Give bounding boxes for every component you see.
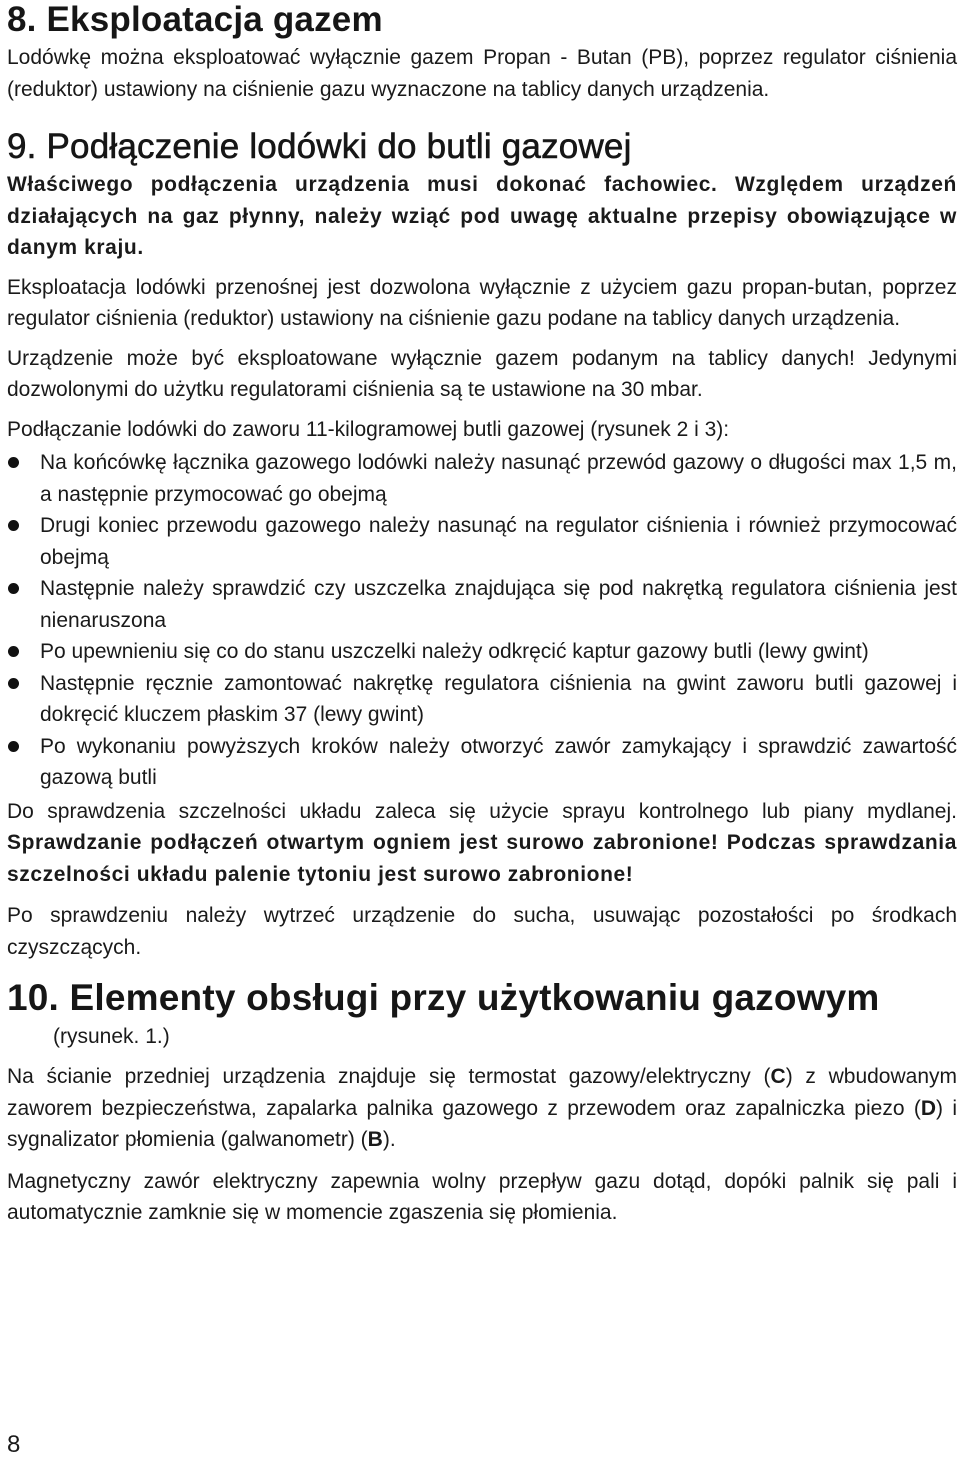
section-9-heading: 9. Podłączenie lodówki do butli gazowej [7,127,632,166]
section-10-paragraph-1: Na ścianie przedniej urządzenia znajduje się termostat gazowy/elektryczny (C) z wbudowanym zaworem bezpieczeństwa, zapalarka palnika gazowego z przewodem oraz zapalniczka piezo (D) i sygnalizator płomienia (galwanometr) (B). [7,1065,957,1151]
section-9-paragraph-1: Eksploatacja lodówki przenośnej jest dozwolona wyłącznie z użyciem gazu propan-butan, poprzez regulator ciśnienia (reduktor) ustawiony na ciśnienie gazu podane na tablicy danych urządzenia. [7,275,957,330]
bullet-icon [8,678,19,689]
section-9-paragraph-3: Podłączanie lodówki do zaworu 11-kilogramowej butli gazowej (rysunek 2 i 3): [7,417,730,441]
page-number: 8 [7,1431,21,1458]
label-d: D [920,1096,936,1120]
section-10-heading: 10. Elementy obsługi przy użytkowaniu gazowym [7,977,880,1018]
connection-steps-list [7,447,957,794]
section-9-paragraph-5: Po sprawdzeniu należy wytrzeć urządzenie do sucha, usuwając pozostałości po środkach czyszczących. [7,904,957,959]
section-8-paragraph: Lodówkę można eksploatować wyłącznie gazem Propan - Butan (PB), poprzez regulator ciśnienia (reduktor) ustawiony na ciśnienie gazu wyznaczone na tablicy danych urządzenia. [7,46,957,101]
bullet-icon [8,457,19,468]
bullet-icon [8,741,19,752]
bullet-icon [8,583,19,594]
bullet-icon [8,646,19,657]
section-10-paragraph-2: Magnetyczny zawór elektryczny zapewnia wolny przepływ gazu dotąd, dopóki palnik się pali i automatycznie zamknie się w momencie zgaszenia się płomienia. [7,1169,957,1224]
list-item: Następnie należy sprawdzić czy uszczelka znajdująca się pod nakrętką regulatora ciśnienia jest nienaruszona [7,573,957,636]
label-b: B [367,1128,383,1151]
section-10-subtitle: (rysunek. 1.) [53,1025,170,1048]
label-c: C [770,1065,786,1088]
warning-text: Sprawdzanie podłączeń otwartym ogniem jest surowo zabronione! Podczas sprawdzania szczelności układu palenie tytoniu jest surowo zabronione! [7,831,957,886]
list-item: Drugi koniec przewodu gazowego należy nasunąć na regulator ciśnienia i również przymocować obejmą [7,510,957,573]
document-page [7,0,957,1229]
section-9-paragraph-4 [7,796,957,891]
leak-test-text: Do sprawdzenia szczelności układu zaleca się użycie sprayu kontrolnego lub piany mydlanej. [7,799,957,823]
list-item: Na końcówkę łącznika gazowego lodówki należy nasunąć przewód gazowy o długości max 1,5 m, a następnie przymocować go obejmą [7,447,957,510]
section-8-heading: 8. Eksploatacja gazem [7,0,383,39]
section-9-paragraph-2: Urządzenie może być eksploatowane wyłącznie gazem podanym na tablicy danych! Jedynymi dozwolonymi do użytku regulatorami ciśnienia są te ustawione na 30 mbar. [7,346,957,401]
list-item: Następnie ręcznie zamontować nakrętkę regulatora ciśnienia na gwint zaworu butli gazowej i dokręcić kluczem płaskim 37 (lewy gwint) [7,668,957,731]
list-item: Po upewnieniu się co do stanu uszczelki należy odkręcić kaptur gazowy butli (lewy gwint) [7,636,957,668]
list-item: Po wykonaniu powyższych kroków należy otworzyć zawór zamykający i sprawdzić zawartość gazową butli [7,731,957,794]
bullet-icon [8,520,19,531]
section-9-bold-paragraph: Właściwego podłączenia urządzenia musi dokonać fachowiec. Względem urządzeń działających na gaz płynny, należy wziąć pod uwagę aktualne przepisy obowiązujące w danym kraju. [7,173,957,259]
